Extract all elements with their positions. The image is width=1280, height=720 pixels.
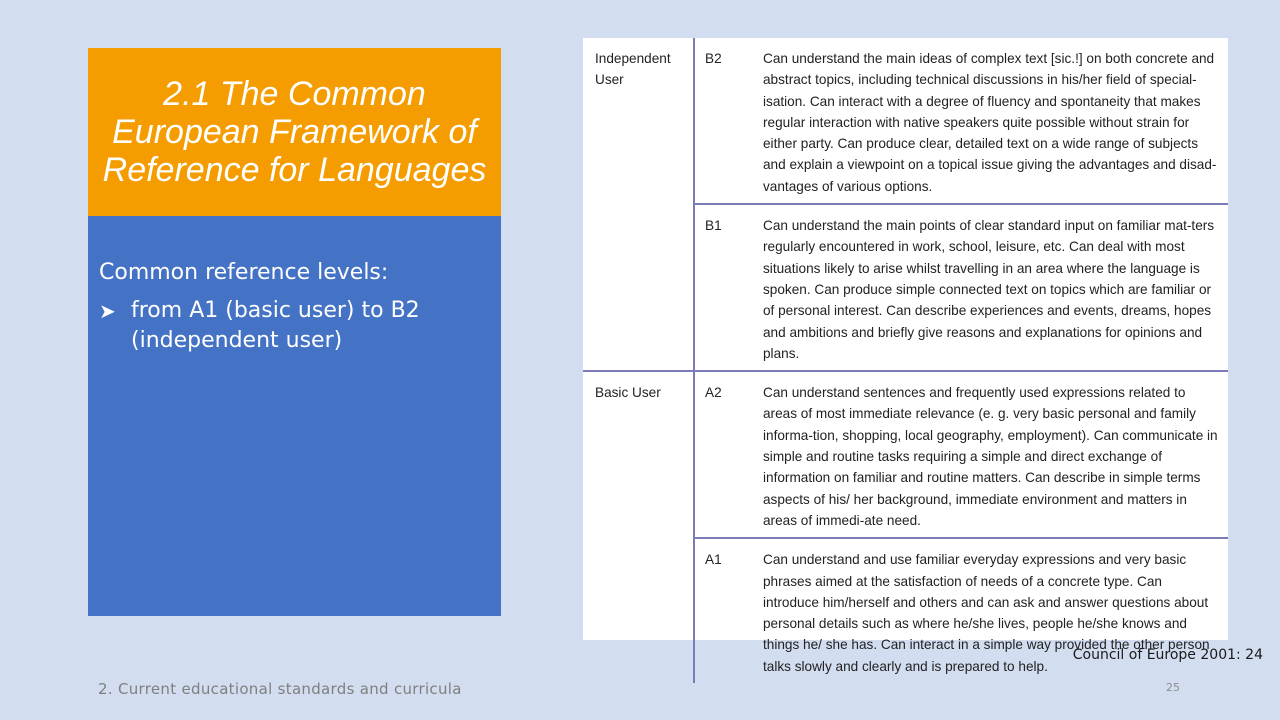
- level-cell: A1: [694, 538, 753, 683]
- table-row: [583, 204, 1228, 371]
- user-cell: Basic User: [583, 371, 694, 538]
- user-cell: [583, 204, 694, 371]
- description-cell: Can understand the main ideas of complex text [sic.!] on both concrete and abstract topics, including technical discussions in his/her field of special-isation. Can interact with a degree of fluency and spontaneity that makes regular interaction with native speakers quite possible without strain for either party. Can produce clear, detailed text on a wide range of subjects and explain a viewpoint on a topical issue giving the advantages and disad-vantages of various options.: [763, 51, 1217, 194]
- description-cell: Can understand the main points of clear standard input on familiar mat-ters regularly encountered in work, school, leisure, etc. Can deal with most situations likely to arise whilst travelling in an area where the language is spoken. Can produce simple connected text on topics which are familiar or of personal interest. Can describe experiences and events, dreams, hopes and ambitions and briefly give reasons and explanations for opinions and plans.: [753, 204, 1228, 371]
- list-item: [99, 296, 489, 356]
- user-cell: [583, 538, 694, 683]
- title-box: [88, 48, 501, 216]
- level-cell: B2: [694, 38, 753, 204]
- user-cell: Independent User: [595, 51, 671, 88]
- slide-title: 2.1 The Common European Framework of Reference for Languages: [102, 75, 487, 189]
- bullet-text: from A1 (basic user) to B2 (independent user): [131, 298, 420, 353]
- table-row: [583, 38, 1228, 204]
- cefr-levels-table: [583, 38, 1228, 683]
- content-box: [88, 216, 501, 616]
- bullet-list: [99, 296, 489, 356]
- lead-text: Common reference levels:: [99, 260, 389, 285]
- arrow-bullet-icon: ➤: [99, 299, 116, 323]
- level-cell: B1: [694, 204, 753, 371]
- table-row: [583, 371, 1228, 538]
- description-cell: Can understand sentences and frequently used expressions related to areas of most immediate relevance (e. g. very basic personal and family informa-tion, shopping, local geography, employment). Can communicate in simple and routine tasks requiring a simple and direct exchange of information on familiar and routine matters. Can describe in simple terms aspects of his/ her background, immediate environment and matters in areas of immedi-ate need.: [753, 371, 1228, 538]
- level-cell: A2: [694, 371, 753, 538]
- description-cell: Can understand and use familiar everyday expressions and very basic phrases aimed at the satisfaction of needs of a concrete type. Can introduce him/herself and others and can ask and answer questions about personal details such as where he/she lives, people he/she knows and things he/ she has. Can interact in a simple way provided the other person talks slowly and clearly and is prepared to help.: [753, 538, 1228, 683]
- slide-footer: 2. Current educational standards and curricula: [98, 680, 462, 698]
- page-number: 25: [1166, 681, 1180, 694]
- source-citation: Council of Europe 2001: 24: [1072, 647, 1263, 663]
